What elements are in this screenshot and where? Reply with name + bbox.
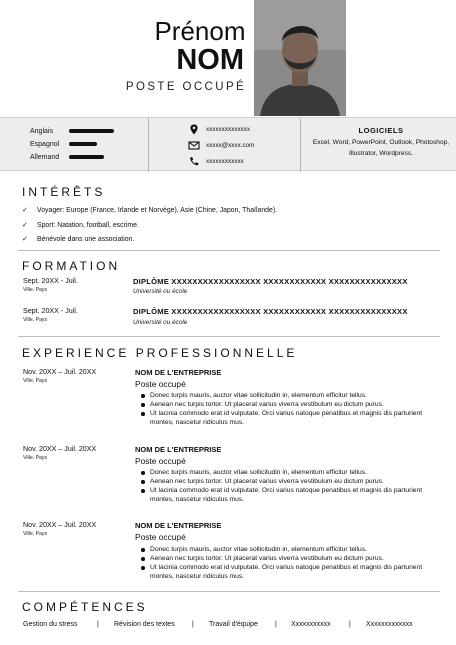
language-label: Espagnol (30, 141, 60, 148)
job-dates: Nov. 20XX – Juil. 20XX (23, 521, 97, 529)
job-bullet: Aenean nec turpis tortor. Ut placerat varius viverra vestibulum eu dictum purus. (150, 400, 430, 409)
job-bullet: Donec turpis mauris, auctor vitae sollicitudin in, elementum efficitur tellus. (150, 545, 430, 554)
job-bullet: Ut lacinia commodo erat id vulputate. Orci varius natoque penatibus et magnis dis parturient montes, nascetur ridiculus mus. (150, 563, 430, 581)
school-name: Université ou école (133, 288, 188, 295)
job-bullet: Donec turpis mauris, auctor vitae sollicitudin in, elementum efficitur tellus. (150, 391, 430, 400)
section-divider (18, 591, 440, 592)
envelope-icon (188, 139, 200, 152)
skill-separator: | (97, 621, 99, 628)
interest-text: Voyager: Europe (France, Irlande et Norvège), Asie (Chine, Japon, Thaïlande). (37, 207, 278, 214)
contact-address: xxxxxxxxxxxxxx (206, 126, 251, 133)
job-position: Poste occupé (135, 456, 186, 466)
language-level-bar (69, 129, 114, 133)
info-band (0, 117, 456, 171)
last-name: NOM (176, 44, 244, 76)
job-position: Poste occupé (135, 532, 186, 542)
interests-title: INTÉRÊTS (22, 185, 106, 199)
skill-item: Xxxxxxxxxxx (291, 621, 331, 628)
person-portrait-icon (254, 0, 346, 116)
education-dates: Sept. 20XX - Juil. (23, 277, 78, 285)
degree-title: DIPLÔME XXXXXXXXXXXXXXXXX XXXXXXXXXXXX XXXXXXXXXXXXXXX (133, 277, 408, 286)
interest-text: Bénévole dans une association. (37, 236, 135, 243)
first-name: Prénom (154, 16, 246, 46)
job-place: Ville, Pays (23, 378, 48, 384)
company-name: NOM DE L'ENTREPRISE (135, 368, 222, 377)
band-divider (148, 118, 149, 172)
skill-separator: | (192, 621, 194, 628)
location-pin-icon (188, 123, 200, 136)
job-bullet: Aenean nec turpis tortor. Ut placerat varius viverra vestibulum eu dictum purus. (150, 477, 430, 486)
check-icon: ✓ (22, 236, 28, 243)
job-bullet: Ut lacinia commodo erat id vulputate. Orci varius natoque penatibus et magnis dis parturient montes, nascetur ridiculus mus. (150, 486, 430, 504)
band-divider (300, 118, 301, 172)
education-dates: Sept. 20XX - Juil. (23, 307, 78, 315)
interest-item (22, 220, 442, 232)
skill-item: Travail d'équipe (209, 621, 258, 628)
check-icon: ✓ (22, 222, 28, 229)
skill-item: Gestion du stress (23, 621, 78, 628)
education-place: Ville, Pays (23, 317, 48, 323)
skills-title: COMPÉTENCES (22, 600, 148, 614)
job-position: Poste occupé (135, 379, 186, 389)
profile-photo (254, 0, 346, 116)
language-level-bar (69, 155, 104, 159)
education-title: FORMATION (22, 259, 121, 273)
skill-item: Révision des textes (114, 621, 175, 628)
job-bullet: Aenean nec turpis tortor. Ut placerat varius viverra vestibulum eu dictum purus. (150, 554, 430, 563)
company-name: NOM DE L'ENTREPRISE (135, 521, 222, 530)
school-name: Université ou école (133, 319, 188, 326)
job-dates: Nov. 20XX – Juil. 20XX (23, 368, 97, 376)
contact-phone: xxxxxxxxxxxx (206, 158, 244, 165)
language-row (0, 138, 148, 151)
job-bullets (150, 545, 430, 581)
skills-row (23, 619, 443, 631)
language-label: Allemand (30, 154, 60, 161)
contact-email[interactable]: xxxxx@xxxx.com (206, 142, 255, 149)
section-divider (18, 250, 440, 251)
interest-text: Sport: Natation, football, escrime. (37, 222, 139, 229)
skill-separator: | (349, 621, 351, 628)
interest-item (22, 205, 442, 217)
company-name: NOM DE L'ENTREPRISE (135, 445, 222, 454)
job-bullets (150, 391, 430, 427)
software-title: LOGICIELS (358, 126, 404, 135)
interest-item (22, 234, 442, 246)
contact-email-row (188, 139, 298, 152)
job-bullet: Ut lacinia commodo erat id vulputate. Orci varius natoque penatibus et magnis dis parturient montes, nascetur ridiculus mus. (150, 409, 430, 427)
language-level-bar (69, 142, 97, 146)
language-label: Anglais (30, 128, 53, 135)
job-bullet: Donec turpis mauris, auctor vitae sollicitudin in, elementum efficitur tellus. (150, 468, 430, 477)
contact-address-row (188, 123, 298, 136)
section-divider (18, 336, 440, 337)
software-list: Excel, Word, PowerPoint, Outlook, Photoshop, Illustrator, Wordpress. (312, 139, 450, 157)
job-bullets (150, 468, 430, 504)
job-title: POSTE OCCUPÉ (125, 81, 247, 93)
language-row (0, 151, 148, 164)
degree-title: DIPLÔME XXXXXXXXXXXXXXXXX XXXXXXXXXXXX XXXXXXXXXXXXXXX (133, 307, 408, 316)
job-place: Ville, Pays (23, 455, 48, 461)
phone-icon (188, 155, 200, 168)
education-place: Ville, Pays (23, 287, 48, 293)
skill-separator: | (275, 621, 277, 628)
experience-title: EXPERIENCE PROFESSIONNELLE (22, 346, 298, 360)
language-row (0, 125, 148, 138)
contact-phone-row (188, 155, 298, 168)
job-place: Ville, Pays (23, 531, 48, 537)
skill-item: Xxxxxxxxxxxxx (366, 621, 413, 628)
check-icon: ✓ (22, 207, 28, 214)
job-dates: Nov. 20XX – Juil. 20XX (23, 445, 97, 453)
